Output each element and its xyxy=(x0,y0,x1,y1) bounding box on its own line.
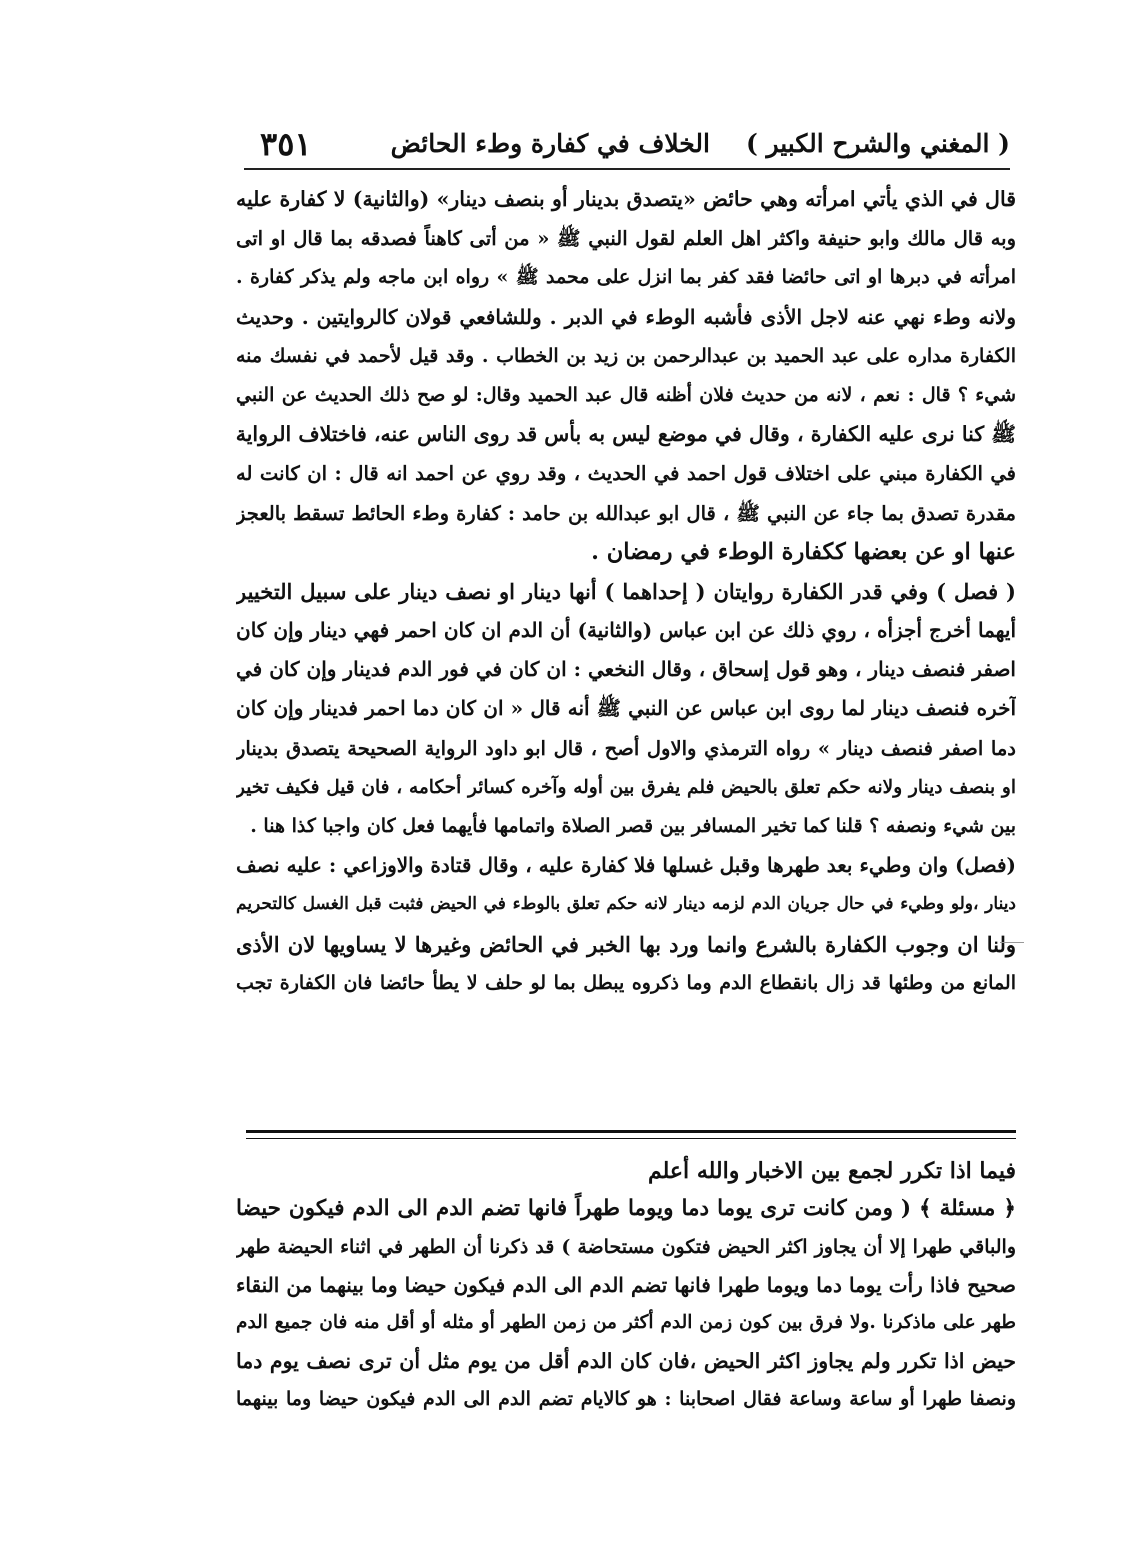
text-line: قال في الذي يأتي امرأته وهي حائض «يتصدق بدينار أو بنصف دينار» (والثانية) لا كفارة عليه xyxy=(236,187,1016,211)
text-line: ﴿ مسئلة ﴾ ( ومن كانت ترى يوما دما ويوما طهراً فانها تضم الدم الى الدم فيكون حيضا xyxy=(236,1196,1016,1221)
text-line: دما اصفر فنصف دينار » رواه الترمذي والاول أصح ، قال ابو داود الرواية الصحيحة يتصدق بدينار xyxy=(236,736,1016,760)
text-line: (فصل) وان وطيء بعد طهرها وقبل غسلها فلا كفارة عليه ، وقال قتادة والاوزاعي : عليه نصف xyxy=(236,853,1016,878)
text-line: ولنا ان وجوب الكفارة بالشرع وانما ورد بها الخبر في الحائض وغيرها لا يساويها لان الأذى xyxy=(236,931,1016,957)
text-line: والباقي طهرا إلا أن يجاوز اكثر الحيض فتكون مستحاضة ) قد ذكرنا أن الطهر في اثناء الحيضة طهر xyxy=(236,1236,1016,1258)
text-line: بين شيء ونصفه ؟ قلنا كما تخير المسافر بين قصر الصلاة واتمامها فأيهما فعل كان واجبا كذا هنا . xyxy=(250,815,1016,837)
section-title: الخلاف في كفارة وطء الحائض xyxy=(390,129,710,158)
text-line: ونصفا طهرا أو ساعة وساعة فقال اصحابنا : هو كالايام تضم الدم الى الدم فيكون حيضا وما بينهما xyxy=(236,1388,1016,1410)
text-line: الكفارة مداره على عبد الحميد بن عبدالرحمن بن زيد بن الخطاب . وقد قيل لأحمد في نفسك منه xyxy=(236,344,1016,367)
text-line: أيهما أخرج أجزأه ، روي ذلك عن ابن عباس (والثانية) أن الدم ان كان احمر فهي دينار وإن كان xyxy=(236,618,1016,643)
text-line: حيض اذا تكرر ولم يجاوز اكثر الحيض ،فان كان الدم أقل من يوم مثل أن ترى نصف يوم دما xyxy=(236,1349,1016,1373)
text-line: عنها او عن بعضها ككفارة الوطء في رمضان . xyxy=(591,538,1016,565)
text-line: مقدرة تصدق بما جاء عن النبي ﷺ ، قال ابو عبدالله بن حامد : كفارة وطء الحائط تسقط بالعجز xyxy=(236,501,1016,525)
header-rule xyxy=(244,168,1010,170)
text-line: صحيح فاذا رأت يوما دما ويوما طهرا فانها تضم الدم الى الدم فيكون حيضا وما بينهما من النقاء xyxy=(236,1273,1016,1297)
text-line: ﷺ كنا نرى عليه الكفارة ، وقال في موضع ليس به بأس قد روى الناس عنه، فاختلاف الرواية xyxy=(236,422,1016,447)
margin-mark xyxy=(1000,942,1024,943)
text-line: آخره فنصف دينار لما روى ابن عباس عن النبي ﷺ أنه قال « ان كان دما احمر فدينار وإن كان xyxy=(236,696,1016,721)
text-line: شيء ؟ قال : نعم ، لانه من حديث فلان أظنه قال عبد الحميد وقال: لو صح ذلك الحديث عن النبي xyxy=(236,383,1016,406)
text-line: في الكفارة مبني على اختلاف قول احمد في الحديث ، وقد روي عن احمد انه قال : ان كانت له xyxy=(236,462,1016,486)
text-line: دينار ،ولو وطيء في حال جريان الدم لزمه دينار لانه حكم تعلق بالوطء في الحيض فثبت قبل الغسل كالتحريم xyxy=(236,894,1016,915)
text-line: ولانه وطء نهي عنه لاجل الأذى فأشبه الوطء في الدبر . وللشافعي قولان كالروايتين . وحديث xyxy=(236,304,1016,329)
text-line: طهر على ماذكرنا .ولا فرق بين كون زمن الدم أكثر من زمن الطهر أو مثله أو أقل منه فان جميع الدم xyxy=(236,1312,1016,1333)
text-line: امرأته في دبرها او اتى حائضا فقد كفر بما انزل على محمد ﷺ » رواه ابن ماجه ولم يذكر كفارة . xyxy=(236,266,1016,289)
main-text xyxy=(236,180,1016,1003)
page-number: ٣٥١ xyxy=(260,125,312,163)
book-title: ( المغني والشرح الكبير ) xyxy=(745,129,1010,158)
text-line: فيما اذا تكرر لجمع بين الاخبار والله أعلم xyxy=(648,1158,1016,1184)
text-line: اصفر فنصف دينار ، وهو قول إسحاق ، وقال النخعي : ان كان في فور الدم فدينار وإن كان في xyxy=(236,657,1016,682)
page-header xyxy=(240,122,1010,170)
text-line: او بنصف دينار ولانه حكم تعلق بالحيض فلم يفرق بين أوله وآخره كسائر أحكامه ، فان قيل فكيف تخير xyxy=(236,776,1016,798)
commentary-text xyxy=(236,1152,1016,1418)
text-line: المانع من وطئها قد زال بانقطاع الدم وما ذكروه يبطل بما لو حلف لا يطأ حائضا فان الكفارة تجب xyxy=(236,971,1016,994)
text-line: ( فصل ) وفي قدر الكفارة روايتان ( إحداهما ) أنها دينار او نصف دينار على سبيل التخيير xyxy=(236,578,1016,604)
footnote-divider xyxy=(246,1130,1016,1139)
text-line: وبه قال مالك وابو حنيفة واكثر اهل العلم لقول النبي ﷺ « من أتى كاهناً فصدقه بما قال او اتى xyxy=(236,227,1016,251)
